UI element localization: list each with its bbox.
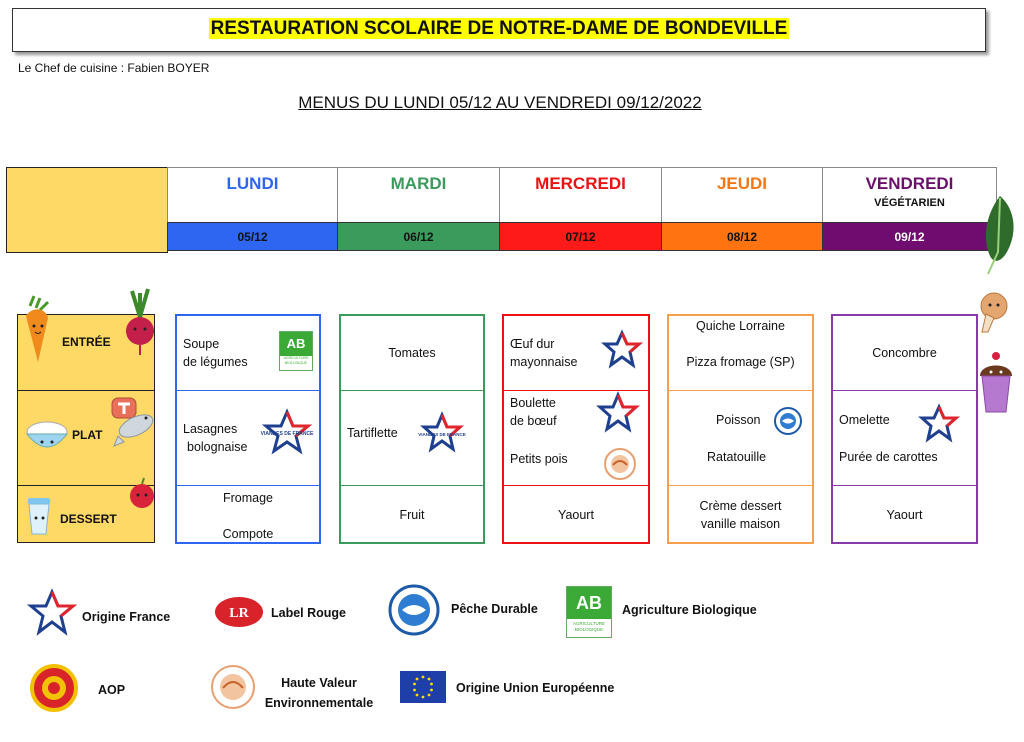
hve-icon — [603, 447, 637, 481]
hve-icon — [210, 664, 256, 710]
viandes-de-france-icon — [598, 392, 638, 432]
spinach-leaf-icon — [980, 190, 1020, 276]
rice-bowl-icon — [24, 416, 70, 456]
lundi-entree: Soupe de légumes — [183, 337, 248, 369]
course-divider — [503, 485, 649, 486]
viandes-de-france-icon — [418, 412, 466, 452]
viandes-de-france-icon — [260, 408, 314, 454]
title-box — [12, 8, 986, 52]
page-title: RESTAURATION SCOLAIRE DE NOTRE-DAME DE BONDEVILLE — [210, 18, 788, 39]
course-divider — [832, 390, 977, 391]
chicken-leg-icon — [976, 290, 1012, 338]
date-mercredi: 07/12 — [499, 222, 662, 251]
legend-hve: Haute Valeur Environnementale — [264, 676, 374, 710]
vendredi-plat-2: Purée de carottes — [839, 450, 938, 464]
viandes-de-france-icon — [920, 404, 958, 442]
course-divider — [832, 485, 977, 486]
legend-agriculture-bio: Agriculture Biologique — [622, 603, 757, 617]
origine-france-icon — [28, 588, 76, 636]
day-name: MERCREDI — [535, 174, 626, 193]
day-header-jeudi — [661, 167, 823, 222]
cupcake-icon — [976, 350, 1016, 416]
date-jeudi: 08/12 — [661, 222, 823, 251]
aop-icon — [30, 664, 78, 712]
course-divider — [176, 485, 320, 486]
viandes-de-france-icon — [603, 330, 641, 368]
category-plat: PLAT — [72, 428, 103, 442]
svg-text:VIANDES DE FRANCE: VIANDES DE FRANCE — [260, 431, 314, 437]
legend-origine-ue: Origine Union Européenne — [456, 681, 615, 695]
mercredi-dessert: Yaourt — [558, 508, 594, 522]
legend-origine-france: Origine France — [82, 610, 171, 624]
jeudi-dessert: Crème dessert vanille maison — [699, 499, 782, 531]
peche-durable-icon — [388, 584, 440, 636]
chef-line: Le Chef de cuisine : Fabien BOYER — [18, 61, 210, 75]
day-name: LUNDI — [226, 174, 279, 193]
course-divider — [668, 485, 813, 486]
category-entree: ENTRÉE — [62, 335, 111, 349]
mardi-dessert: Fruit — [399, 508, 425, 522]
carrot-icon — [22, 296, 52, 366]
vendredi-entree: Concombre — [872, 346, 937, 360]
date-vendredi: 09/12 — [822, 222, 997, 251]
apple-icon — [126, 476, 158, 510]
day-name: VENDREDI — [865, 174, 954, 193]
radish-icon — [122, 287, 158, 357]
lundi-dessert: Fromage Compote — [222, 491, 274, 541]
day-name: MARDI — [390, 174, 447, 193]
mercredi-plat: Boulette de bœuf Petits pois — [510, 396, 568, 466]
mardi-entree: Tomates — [388, 346, 436, 360]
header-corner — [6, 167, 168, 253]
course-divider — [340, 390, 484, 391]
svg-text:VIANDES DE FRANCE: VIANDES DE FRANCE — [418, 432, 466, 437]
category-divider — [17, 390, 155, 391]
legend-aop: AOP — [98, 683, 126, 697]
jeudi-plat-2: Ratatouille — [707, 450, 767, 464]
eu-flag-icon — [400, 671, 446, 703]
date-mardi: 06/12 — [337, 222, 500, 251]
yogurt-icon — [24, 494, 54, 538]
vegetarian-tag: VÉGÉTARIEN — [874, 197, 945, 209]
vendredi-dessert: Yaourt — [886, 508, 923, 522]
day-header-vendredi — [822, 167, 997, 222]
day-header-lundi — [167, 167, 338, 222]
mardi-plat: Tartiflette — [347, 426, 398, 440]
category-dessert: DESSERT — [60, 512, 117, 526]
label-rouge-icon — [212, 592, 266, 632]
agriculture-bio-icon: AB AGRICULTURE BIOLOGIQUE — [566, 586, 612, 638]
jeudi-entree: Quiche Lorraine Pizza fromage (SP) — [686, 319, 795, 369]
day-name: JEUDI — [716, 174, 768, 193]
day-header-mercredi — [499, 167, 662, 222]
course-divider — [503, 390, 649, 391]
svg-text:LR: LR — [229, 606, 249, 621]
legend-label-rouge: Label Rouge — [271, 606, 347, 620]
agriculture-bio-icon: AB AGRICULTURE BIOLOGIQUE — [279, 331, 313, 371]
jeudi-plat-1: Poisson — [716, 413, 761, 427]
day-header-mardi — [337, 167, 500, 222]
vendredi-plat-1: Omelette — [839, 413, 890, 427]
date-lundi: 05/12 — [167, 222, 338, 251]
lundi-plat: Lasagnes bolognaise — [183, 422, 248, 454]
legend-peche-durable: Pêche Durable — [451, 602, 538, 616]
fish-icon — [114, 406, 160, 446]
course-divider — [340, 485, 484, 486]
peche-durable-icon — [773, 406, 803, 436]
course-divider — [176, 390, 320, 391]
course-divider — [668, 390, 813, 391]
menu-period: MENUS DU LUNDI 05/12 AU VENDREDI 09/12/2022 — [298, 93, 702, 112]
mercredi-entree: Œuf dur mayonnaise — [510, 337, 578, 369]
